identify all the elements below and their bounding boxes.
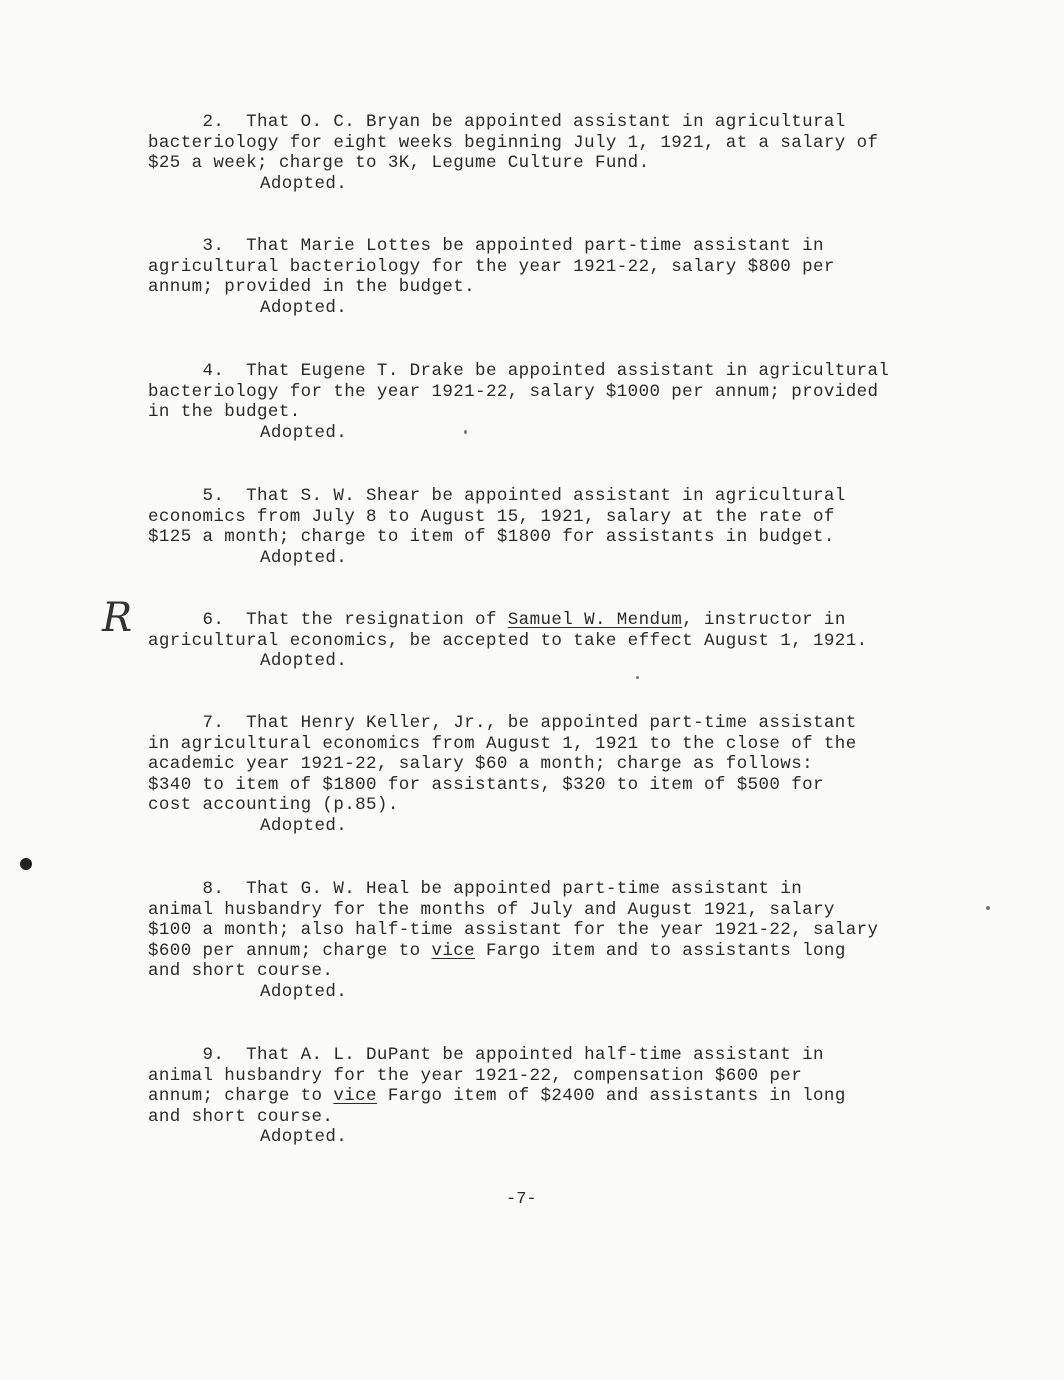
adopted-label: Adopted. [260, 422, 348, 443]
adopted-label: Adopted. [260, 981, 348, 1002]
item-line: 9. That A. L. DuPant be appointed half-time assistant in [148, 1045, 824, 1065]
item-line: 5. That S. W. Shear be appointed assistant in agricultural [148, 486, 846, 506]
item-line: $125 a month; charge to item of $1800 for assistants in budget. [148, 527, 835, 547]
underlined-name: Samuel W. Mendum [507, 610, 683, 630]
item-line: agricultural economics, be accepted to take effect August 1, 1921. [148, 630, 868, 651]
agenda-item-3 [148, 236, 1008, 318]
underlined-vice: vice [333, 1086, 377, 1106]
adopted-label: Adopted. [260, 297, 348, 318]
item-line: and short course. [148, 1106, 334, 1127]
margin-annotation-r: R [102, 595, 133, 641]
agenda-item-9 [148, 1045, 1008, 1148]
item-line: academic year 1921-22, salary $60 a month; charge as follows: [148, 754, 814, 774]
agenda-item-5 [148, 486, 1008, 568]
item-line: $25 a week; charge to 3K, Legume Culture Fund. [148, 153, 650, 173]
agenda-item-8 [148, 879, 1008, 1002]
item-line: 7. That Henry Keller, Jr., be appointed part-time assistant [148, 713, 857, 733]
item-line: 8. That G. W. Heal be appointed part-time assistant in [148, 879, 803, 899]
item-line: 6. That the resignation of Samuel W. Mendum, instructor in [148, 610, 846, 630]
margin-dot [20, 858, 32, 870]
item-line: agricultural bacteriology for the year 1921-22, salary $800 per [148, 256, 835, 277]
agenda-item-4 [148, 361, 1008, 443]
adopted-label: Adopted. [260, 173, 348, 194]
item-line: 4. That Eugene T. Drake be appointed assistant in agricultural [148, 361, 890, 381]
item-line: annum; provided in the budget. [148, 277, 476, 297]
adopted-label: Adopted. [260, 547, 348, 568]
agenda-item-2 [148, 112, 1008, 194]
item-line: $600 per annum; charge to vice Fargo item and to assistants long [148, 940, 846, 961]
item-line: $340 to item of $1800 for assistants, $320 to item of $500 for [148, 774, 824, 795]
item-line: in agricultural economics from August 1, 1921 to the close of the [148, 733, 857, 754]
item-line: and short course. [148, 961, 334, 981]
agenda-item-7 [148, 713, 1008, 836]
item-line: animal husbandry for the year 1921-22, compensation $600 per [148, 1065, 803, 1086]
adopted-label: Adopted. [260, 651, 348, 671]
item-line: economics from July 8 to August 15, 1921, salary at the rate of [148, 506, 835, 527]
item-line: bacteriology for the year 1921-22, salary $1000 per annum; provided [148, 381, 879, 402]
adopted-label: Adopted. [260, 1127, 348, 1147]
underlined-vice: vice [431, 940, 476, 961]
item-line: $100 a month; also half-time assistant for the year 1921-22, salary [148, 920, 879, 940]
item-line: cost accounting (p.85). [148, 795, 399, 815]
item-line: in the budget. [148, 402, 301, 422]
item-line: 3. That Marie Lottes be appointed part-time assistant in [148, 236, 824, 256]
speck [636, 676, 639, 679]
adopted-label: Adopted. [260, 815, 348, 836]
item-line: bacteriology for eight weeks beginning July 1, 1921, at a salary of [148, 132, 879, 153]
agenda-item-6 [148, 610, 1008, 672]
item-line: annum; charge to vice Fargo item of $2400 and assistants in long [148, 1086, 846, 1106]
item-line: 2. That O. C. Bryan be appointed assistant in agricultural [148, 112, 846, 132]
page-number: -7- [506, 1190, 537, 1209]
item-line: animal husbandry for the months of July and August 1921, salary [148, 899, 835, 920]
